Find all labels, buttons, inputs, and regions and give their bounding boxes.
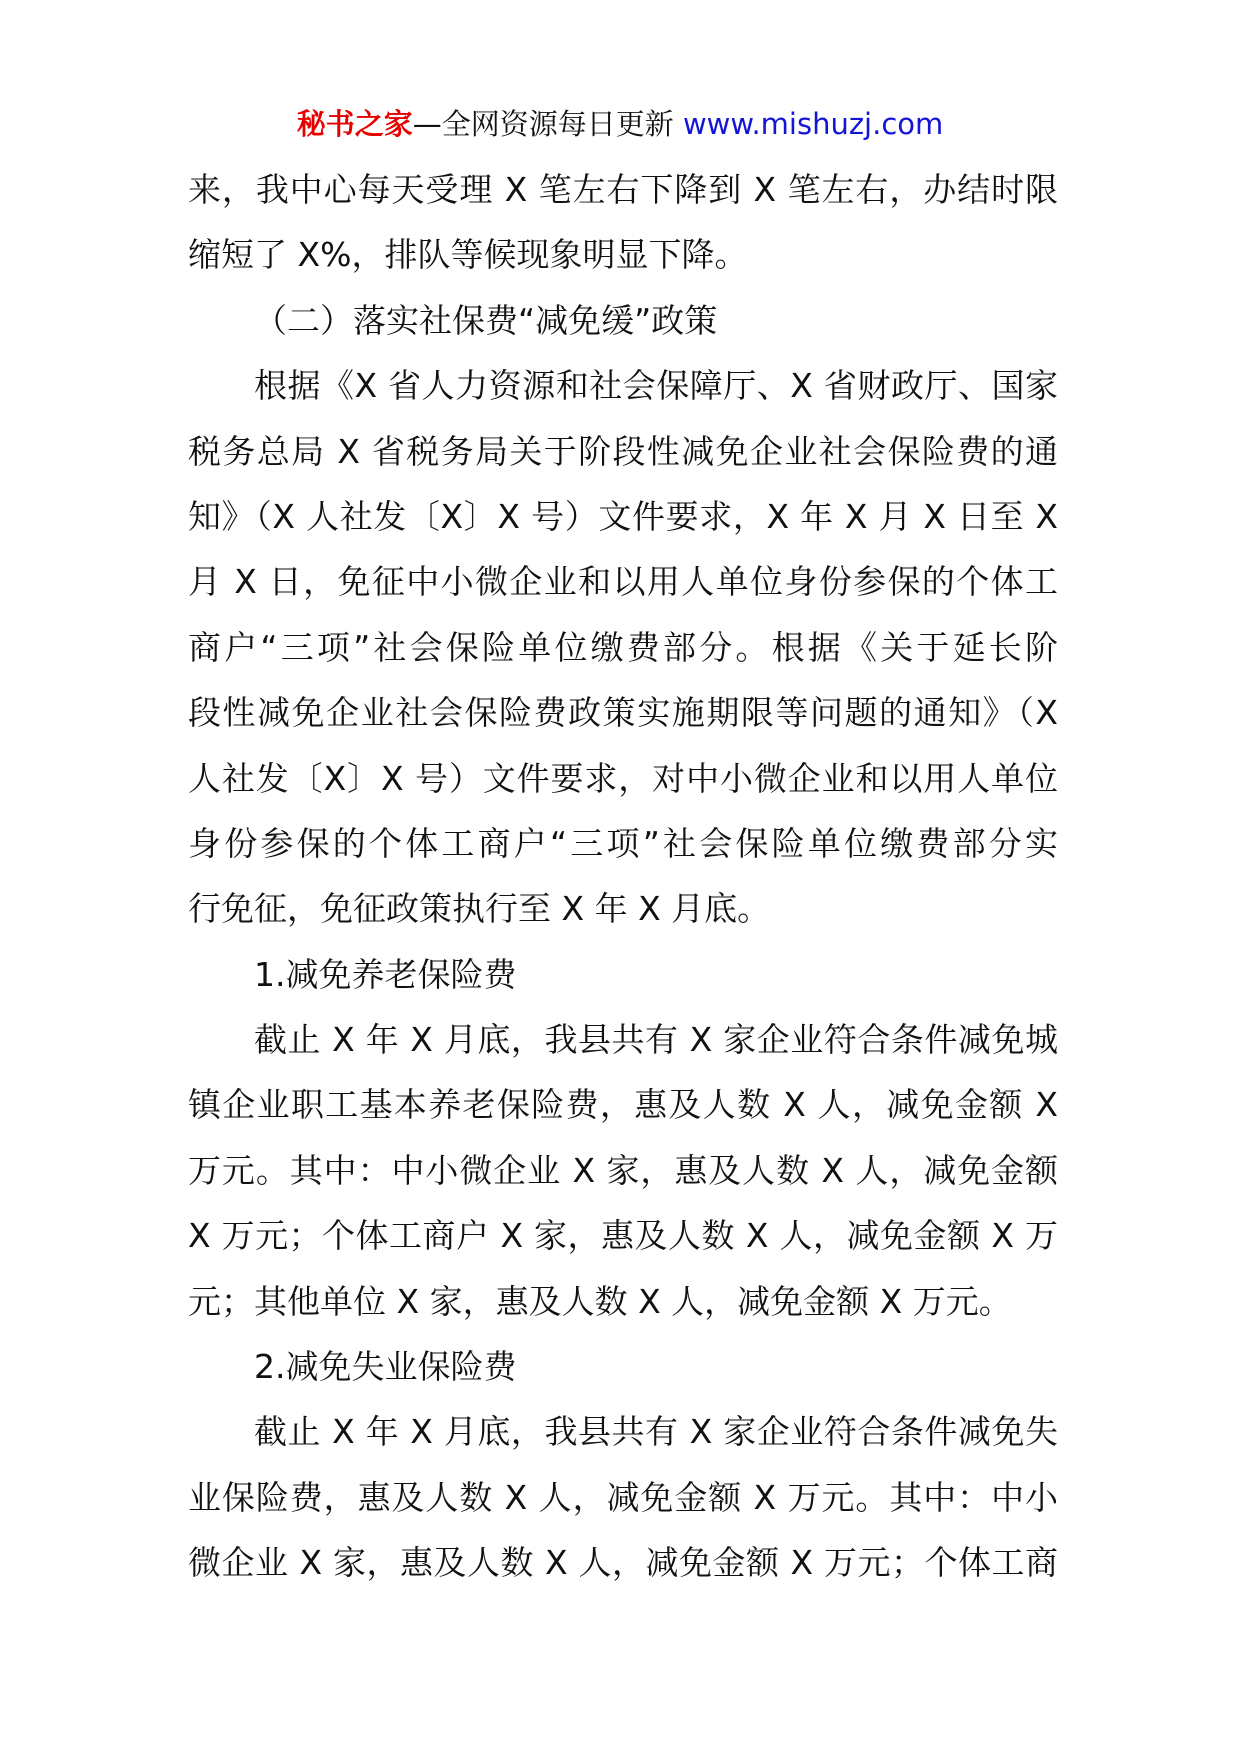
body-line: 万元。其中：中小微企业 X 家，惠及人数 X 人，减免金额 xyxy=(188,1150,1058,1190)
brand-name: 秘书之家 xyxy=(296,107,413,141)
body-line: 业保险费，惠及人数 X 人，减免金额 X 万元。其中：中小 xyxy=(188,1477,1058,1517)
body-line: X 万元；个体工商户 X 家，惠及人数 X 人，减免金额 X 万 xyxy=(188,1216,1058,1256)
body-line: 身份参保的个体工商户“三项”社会保险单位缴费部分实 xyxy=(188,823,1058,863)
document-body xyxy=(188,164,1058,1603)
subsection-heading: 2.减免失业保险费 xyxy=(254,1347,517,1387)
body-line: 截止 X 年 X 月底，我县共有 X 家企业符合条件减免失 xyxy=(254,1412,1058,1452)
section-heading: （二）落实社保费“减免缓”政策 xyxy=(254,300,718,340)
body-line: 知》（X 人社发〔X〕X 号）文件要求，X 年 X 月 X 日至 X xyxy=(188,496,1058,536)
site-url-link[interactable]: www.mishuzj.com xyxy=(682,107,944,141)
body-line: 人社发〔X〕X 号）文件要求，对中小微企业和以用人单位 xyxy=(188,758,1058,798)
body-line: 缩短了 X%，排队等候现象明显下降。 xyxy=(188,235,748,275)
body-line: 微企业 X 家，惠及人数 X 人，减免金额 X 万元；个体工商 xyxy=(188,1543,1058,1583)
body-line: 段性减免企业社会保险费政策实施期限等问题的通知》（X xyxy=(188,693,1058,733)
body-line: 截止 X 年 X 月底，我县共有 X 家企业符合条件减免城 xyxy=(254,1020,1058,1060)
body-line: 行免征，免征政策执行至 X 年 X 月底。 xyxy=(188,889,771,929)
subsection-heading: 1.减免养老保险费 xyxy=(254,954,517,994)
body-line: 月 X 日，免征中小微企业和以用人单位身份参保的个体工 xyxy=(188,562,1058,602)
body-line: 商户“三项”社会保险单位缴费部分。根据《关于延长阶 xyxy=(188,627,1058,667)
body-line: 税务总局 X 省税务局关于阶段性减免企业社会保险费的通 xyxy=(188,431,1058,471)
body-line: 来，我中心每天受理 X 笔左右下降到 X 笔左右，办结时限 xyxy=(188,170,1058,209)
body-line: 根据《X 省人力资源和社会保障厅、X 省财政厅、国家 xyxy=(254,366,1058,406)
body-line: 元；其他单位 X 家，惠及人数 X 人，减免金额 X 万元。 xyxy=(188,1281,1012,1321)
header-tagline: —全网资源每日更新 xyxy=(412,107,683,141)
site-header xyxy=(0,98,1240,150)
body-line: 镇企业职工基本养老保险费，惠及人数 X 人，减免金额 X xyxy=(188,1085,1058,1125)
